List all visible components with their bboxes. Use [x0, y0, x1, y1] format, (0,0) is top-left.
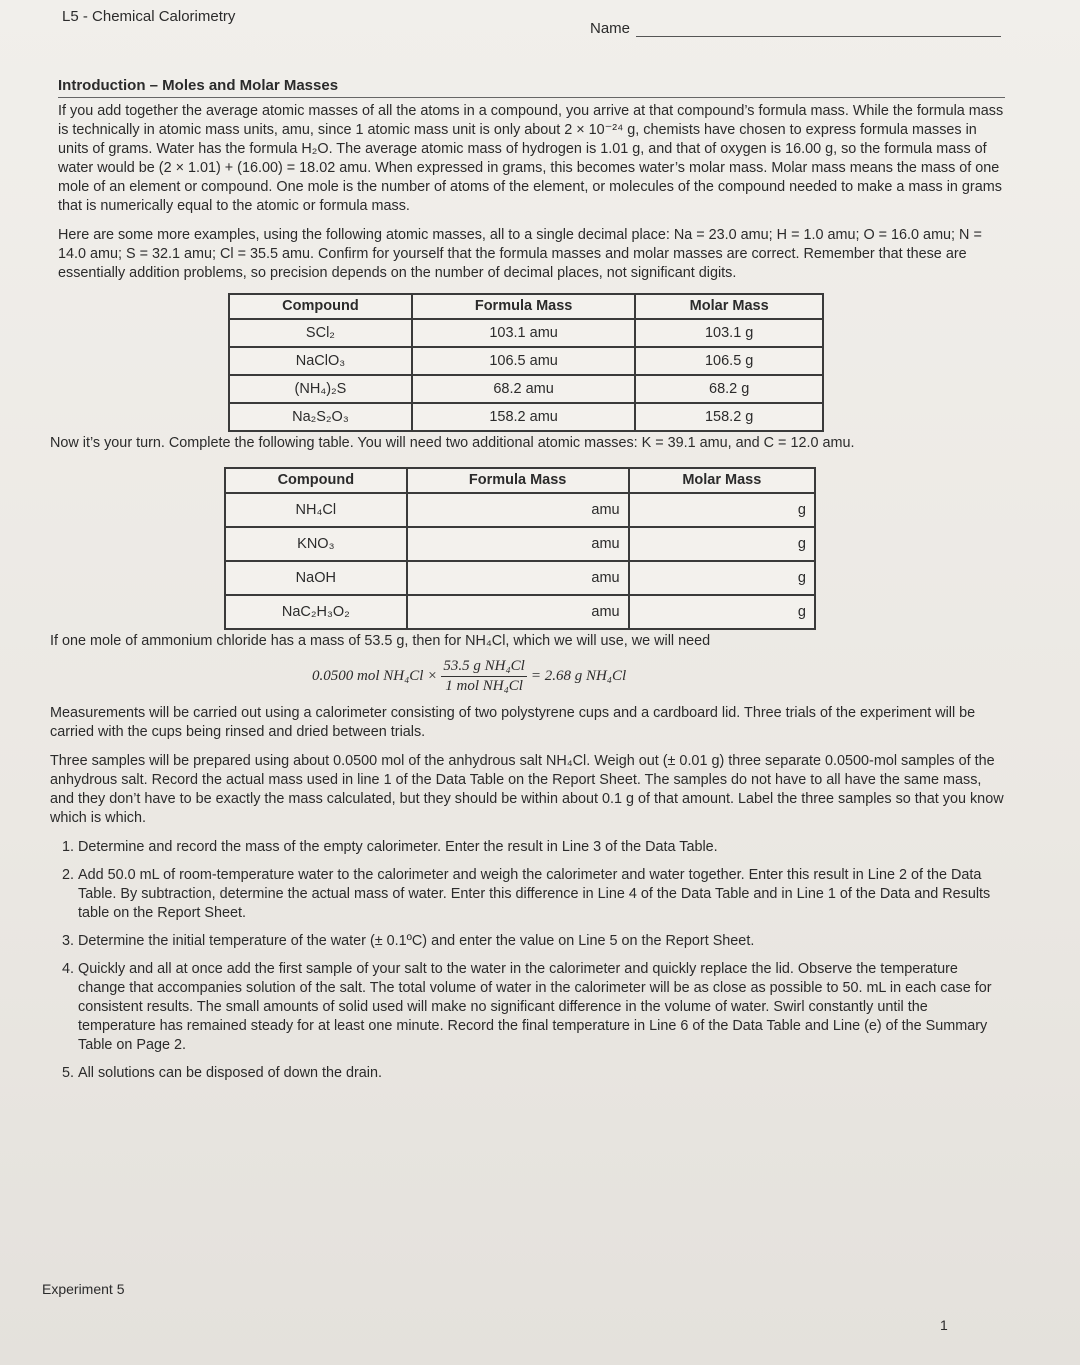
procedure-steps: [50, 838, 1005, 1083]
list-item: 1. Determine and record the mass of the empty calorimeter. Enter the result in Line 3 of the Data Table.: [78, 838, 1005, 857]
table-row: [229, 319, 823, 347]
intro-heading: Introduction – Moles and Molar Masses: [58, 76, 1005, 98]
example-table-header: [229, 294, 823, 319]
cell-formula-mass-blank[interactable]: amu: [407, 527, 629, 561]
table-row: [229, 347, 823, 375]
table-row: [229, 403, 823, 431]
cell-formula-mass: 158.2 amu: [412, 403, 635, 431]
cell-formula-mass: 106.5 amu: [412, 347, 635, 375]
list-item: 3. Determine the initial temperature of the water (± 0.1ºC) and enter the value on Line 5 on the Report Sheet.: [78, 932, 1005, 951]
cell-molar-mass-blank[interactable]: g: [629, 561, 815, 595]
mass-equation: [312, 657, 1005, 696]
cell-molar-mass-blank[interactable]: g: [629, 527, 815, 561]
cell-compound: NH₄Cl: [225, 493, 407, 527]
table-row: [225, 561, 815, 595]
ammonium-chloride-text: If one mole of ammonium chloride has a mass of 53.5 g, then for NH₄Cl, which we will use, we will need: [50, 633, 711, 649]
footer-experiment: Experiment 5: [42, 1281, 125, 1297]
name-label: Name: [590, 20, 631, 37]
cell-molar-mass: 68.2 g: [635, 375, 823, 403]
samples-text: Three samples will be prepared using about 0.0500 mol of the anhydrous salt NH₄Cl. Weigh out (± 0.01 g) three separate 0.0500-mol samples of the anhydrous salt. Record the actual mass used in line 1 of the Data Table on the Report Sheet. The samples do not have to all have the same mass, and they don’t have to be exactly the mass calculated, but they should be within about 0.1 g of that amount. Label the three samples so that you know which is which.: [50, 753, 1004, 826]
col-header: Compound: [229, 294, 412, 319]
equation-left: 0.0500 mol NH₄Cl ×: [312, 668, 438, 684]
cell-molar-mass-blank[interactable]: g: [629, 595, 815, 629]
col-header: Compound: [225, 468, 407, 493]
table-row: [225, 527, 815, 561]
name-field: [590, 20, 1001, 37]
page-number: 1: [940, 1317, 948, 1333]
cell-compound: NaC₂H₃O₂: [225, 595, 407, 629]
measurement-text: Measurements will be carried out using a calorimeter consisting of two polystyrene cups and a cardboard lid. Three trials of the experiment will be carried with the cups being rinsed and dried between trials.: [50, 705, 976, 740]
main-content: [50, 76, 1005, 1092]
cell-molar-mass-blank[interactable]: g: [629, 493, 815, 527]
your-turn-text: Now it’s your turn. Complete the following table. You will need two additional atomic masses: K = 39.1 amu, and C = 12.0 amu.: [50, 435, 855, 451]
intro-paragraph-1: If you add together the average atomic masses of all the atoms in a compound, you arrive at that compound’s formula mass. While the formula mass is technically in atomic mass units, amu, since 1 atomic mass unit is only about 2 × 10⁻²⁴ g, chemists have chosen to express formula masses in units of grams. Water has the formula H₂O. The average atomic mass of hydrogen is 1.01 g, and that of oxygen is 16.00 g, so the formula mass of water would be (2 × 1.01) + (16.00) = 18.02 amu. When expressed in grams, this becomes water’s molar mass. Molar mass means the mass of one mole of an element or compound. One mole is the number of atoms of the element, or molecules of the compound needed to make a mass in grams that is numerically equal to the atomic or formula mass.: [58, 103, 1004, 214]
cell-formula-mass: 103.1 amu: [412, 319, 635, 347]
cell-molar-mass: 158.2 g: [635, 403, 823, 431]
list-item: 5. All solutions can be disposed of down the drain.: [78, 1064, 1005, 1083]
list-item: 4. Quickly and all at once add the first sample of your salt to the water in the calorimeter and quickly replace the lid. Observe the temperature change that accompanies solution of the salt. The total volume of water in the calorimeter will be as close as possible to 50. mL in each case for consistent results. The small amounts of solid used will make no significant difference in the volume of water. Swirl constantly until the temperature has remained steady for at least one minute. Record the final temperature in Line 6 of the Data Table and Line (e) of the Summary Table on Page 2.: [78, 960, 1005, 1055]
list-item: 2. Add 50.0 mL of room-temperature water to the calorimeter and weigh the calorimeter and water together. Enter this result in Line 2 of the Data Table. By subtraction, determine the actual mass of water. Enter this difference in Line 4 of the Data Table and in Line 1 of the Data and Results table on the Report Sheet.: [78, 866, 1005, 923]
cell-compound: (NH₄)₂S: [229, 375, 412, 403]
equation-numerator: 53.5 g NH₄Cl: [441, 657, 526, 677]
col-header: Molar Mass: [629, 468, 815, 493]
cell-molar-mass: 106.5 g: [635, 347, 823, 375]
table-row: [229, 375, 823, 403]
cell-formula-mass-blank[interactable]: amu: [407, 561, 629, 595]
cell-formula-mass-blank[interactable]: amu: [407, 493, 629, 527]
document-title: L5 - Chemical Calorimetry: [62, 8, 236, 25]
table-row: [225, 493, 815, 527]
col-header: Formula Mass: [412, 294, 635, 319]
practice-table-header: [225, 468, 815, 493]
name-blank-line: [636, 22, 1001, 37]
col-header: Formula Mass: [407, 468, 629, 493]
intro-paragraph-2: Here are some more examples, using the following atomic masses, all to a single decimal place: Na = 23.0 amu; H = 1.0 amu; O = 16.0 amu; N = 14.0 amu; S = 32.1 amu; Cl = 35.5 amu. Confirm for yourself that the formula masses and molar masses are correct. Remember that these are essentially addition problems, so precision depends on the number of decimal places, not significant digits.: [58, 227, 982, 281]
table-row: [225, 595, 815, 629]
col-header: Molar Mass: [635, 294, 823, 319]
cell-formula-mass: 68.2 amu: [412, 375, 635, 403]
cell-compound: SCl₂: [229, 319, 412, 347]
cell-compound: NaClO₃: [229, 347, 412, 375]
cell-formula-mass-blank[interactable]: amu: [407, 595, 629, 629]
cell-compound: Na₂S₂O₃: [229, 403, 412, 431]
cell-molar-mass: 103.1 g: [635, 319, 823, 347]
cell-compound: NaOH: [225, 561, 407, 595]
equation-result: = 2.68 g NH₄Cl: [530, 668, 627, 684]
practice-table: [224, 467, 816, 630]
equation-denominator: 1 mol NH₄Cl: [445, 678, 523, 694]
equation-fraction: [441, 657, 526, 696]
cell-compound: KNO₃: [225, 527, 407, 561]
example-table: [228, 293, 824, 432]
